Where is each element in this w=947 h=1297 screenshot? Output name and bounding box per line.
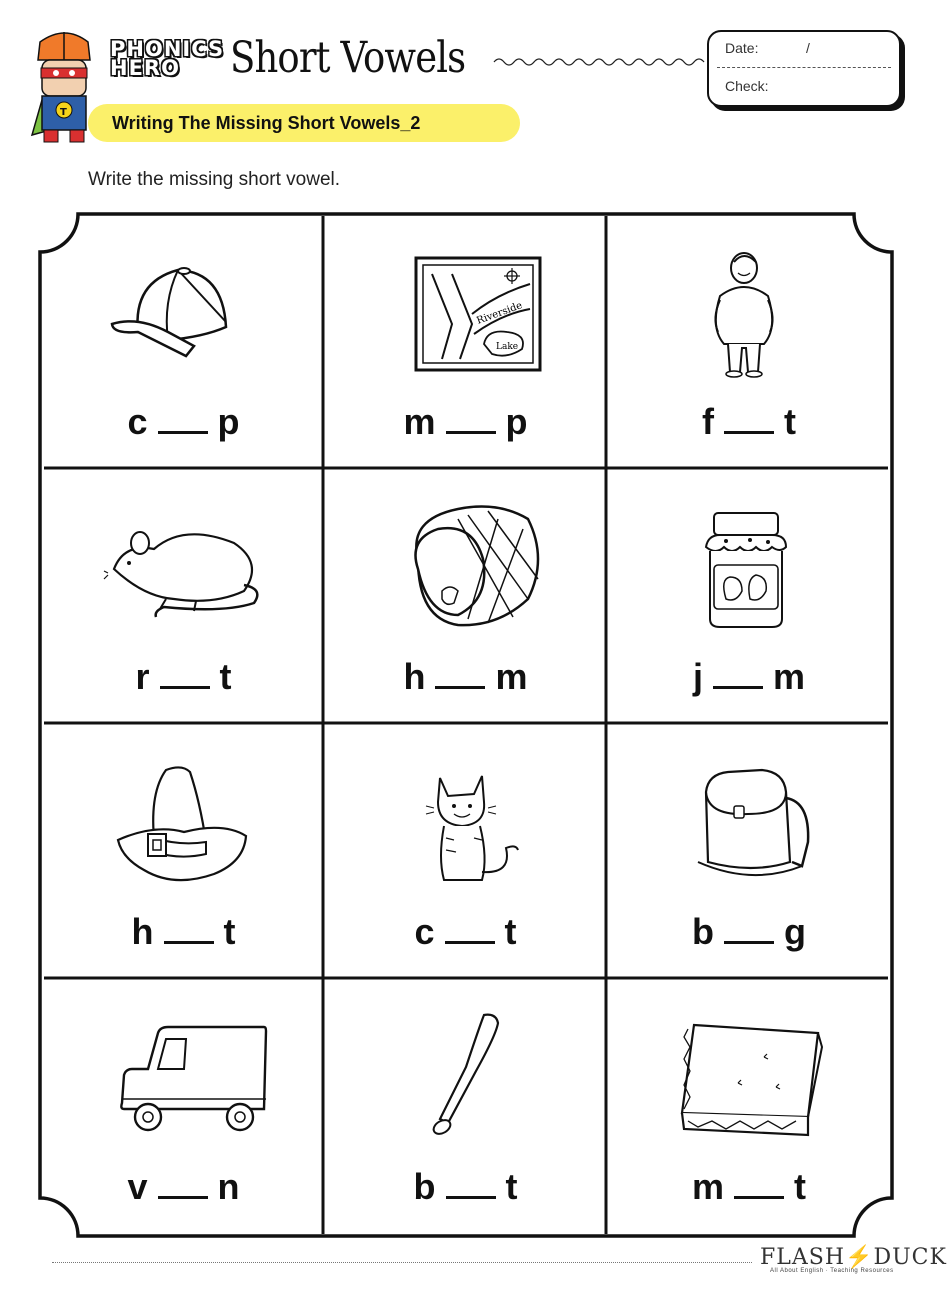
wavy-divider xyxy=(494,55,704,69)
logo-right: DUCK xyxy=(873,1245,947,1270)
last-letter: p xyxy=(505,401,528,442)
last-letter: m xyxy=(773,656,806,697)
ham-icon xyxy=(398,499,548,629)
cell-rat xyxy=(44,471,323,721)
first-letter: b xyxy=(692,911,714,952)
bat-icon xyxy=(426,1011,506,1141)
cell-cap xyxy=(44,216,323,466)
first-letter: f xyxy=(702,401,714,442)
page-title: Short Vowels xyxy=(230,33,466,83)
last-letter: m xyxy=(495,656,528,697)
first-letter: v xyxy=(127,1166,148,1207)
vowel-blank[interactable] xyxy=(713,686,763,689)
last-letter: t xyxy=(505,1166,518,1207)
logo-tagline: All About English · Teaching Resources xyxy=(770,1268,894,1274)
first-letter: r xyxy=(135,656,150,697)
check-label: Check: xyxy=(725,78,769,94)
first-letter: j xyxy=(692,656,703,697)
footer-divider xyxy=(52,1262,752,1263)
word-bat xyxy=(326,1166,605,1208)
cell-jam xyxy=(608,471,890,721)
date-check-box xyxy=(707,30,901,107)
vowel-blank[interactable] xyxy=(164,941,214,944)
map-lake-text: Lake xyxy=(496,342,519,352)
vowel-blank[interactable] xyxy=(734,1196,784,1199)
map-riverside-text: Riverside xyxy=(475,300,524,327)
date-label: Date: xyxy=(725,40,759,56)
flashduck-logo xyxy=(760,1244,947,1270)
last-letter: t xyxy=(504,911,517,952)
brand-line1: PHONICS xyxy=(110,37,225,61)
last-letter: p xyxy=(217,401,240,442)
word-cap xyxy=(44,401,323,443)
vowel-blank[interactable] xyxy=(446,431,496,434)
hat-icon xyxy=(114,762,250,886)
vowel-blank[interactable] xyxy=(158,1196,208,1199)
cell-map xyxy=(326,216,605,466)
svg-text:T: T xyxy=(60,107,67,118)
instruction-text: Write the missing short vowel. xyxy=(88,169,341,190)
word-hat xyxy=(44,911,323,953)
fat-man-icon xyxy=(708,248,780,380)
cell-van xyxy=(44,981,323,1234)
last-letter: n xyxy=(217,1166,240,1207)
vowel-blank[interactable] xyxy=(446,1196,496,1199)
cell-hat xyxy=(44,726,323,976)
last-letter: t xyxy=(784,401,796,442)
brand-logo xyxy=(110,37,225,80)
cell-bat xyxy=(326,981,605,1234)
vowel-blank[interactable] xyxy=(158,431,208,434)
lightning-icon: ⚡ xyxy=(845,1244,874,1270)
map-icon xyxy=(412,254,544,374)
cell-bag xyxy=(608,726,890,976)
subtitle-banner xyxy=(88,104,520,142)
last-letter: t xyxy=(794,1166,806,1207)
cap-icon xyxy=(108,262,238,362)
subtitle-text: Writing The Missing Short Vowels_2 xyxy=(112,113,421,133)
cell-fat xyxy=(608,216,890,466)
date-divider xyxy=(717,67,891,68)
vowel-blank[interactable] xyxy=(724,941,774,944)
word-jam xyxy=(608,656,890,698)
last-letter: t xyxy=(219,656,232,697)
last-letter: g xyxy=(784,911,806,952)
van-icon xyxy=(118,1019,270,1137)
word-rat xyxy=(44,656,323,698)
cat-icon xyxy=(426,768,526,886)
first-letter: h xyxy=(131,911,154,952)
rat-icon xyxy=(104,513,264,617)
cell-mat xyxy=(608,981,890,1234)
first-letter: m xyxy=(403,401,436,442)
vowel-blank[interactable] xyxy=(435,686,485,689)
word-mat xyxy=(608,1166,890,1208)
cell-ham xyxy=(326,471,605,721)
first-letter: c xyxy=(414,911,435,952)
bag-icon xyxy=(692,762,812,886)
vowel-blank[interactable] xyxy=(724,431,774,434)
date-slash: / xyxy=(806,40,810,56)
vowel-blank[interactable] xyxy=(160,686,210,689)
word-cat xyxy=(326,911,605,953)
word-fat xyxy=(608,401,890,443)
brand-line2: HERO xyxy=(110,55,180,80)
first-letter: m xyxy=(691,1166,724,1207)
last-letter: t xyxy=(223,911,236,952)
word-bag xyxy=(608,911,890,953)
first-letter: b xyxy=(413,1166,436,1207)
vowel-blank[interactable] xyxy=(445,941,495,944)
logo-left: FLASH xyxy=(760,1245,846,1270)
first-letter: h xyxy=(403,656,426,697)
cell-cat xyxy=(326,726,605,976)
word-ham xyxy=(326,656,605,698)
mat-icon xyxy=(678,1017,828,1141)
jam-jar-icon xyxy=(700,507,792,631)
word-van xyxy=(44,1166,323,1208)
first-letter: c xyxy=(127,401,148,442)
word-map xyxy=(326,401,605,443)
